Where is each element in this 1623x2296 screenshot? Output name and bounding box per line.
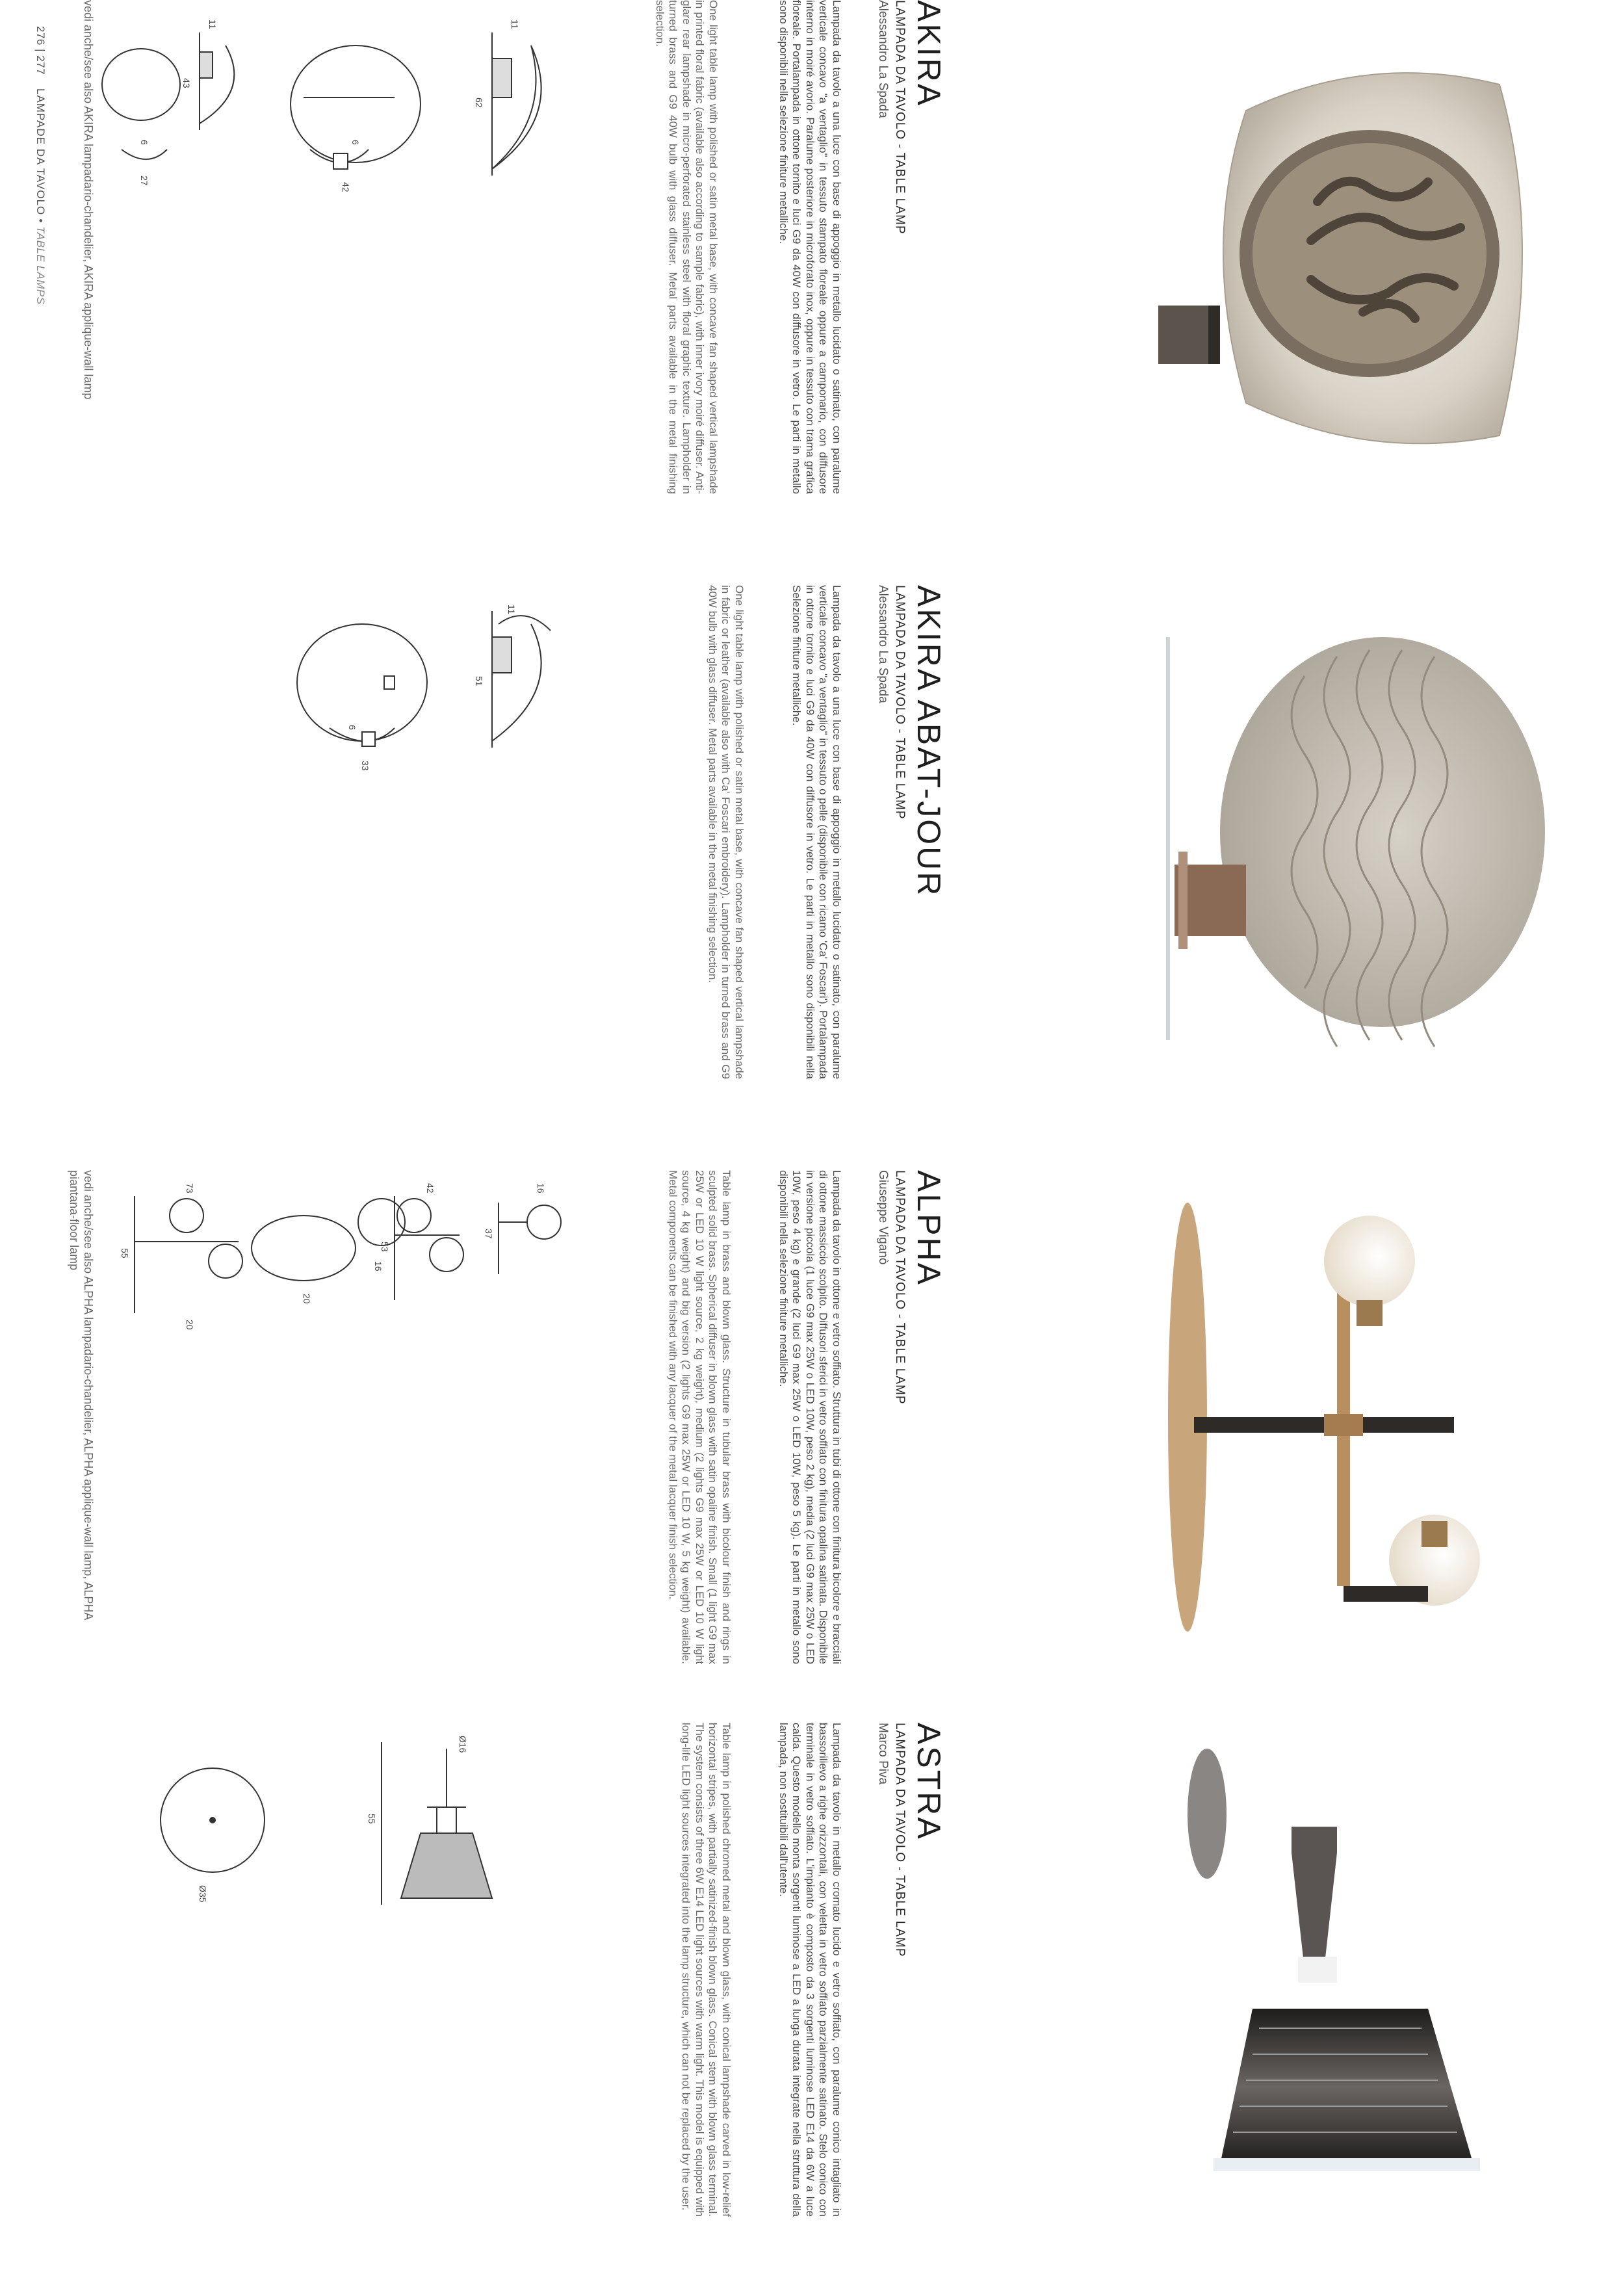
product-title: AKIRA: [911, 0, 947, 108]
product-title: AKIRA ABAT-JOUR: [911, 585, 947, 898]
dimension-label: 37: [484, 1229, 494, 1239]
dimension-label: 42: [425, 1183, 435, 1194]
see-also-note: vedi anche/see also ALPHA lampadario-chandelier, ALPHA applique-wall lamp, ALPHA piantana-floor lamp: [68, 1170, 95, 1620]
dimension-label: 11: [510, 20, 520, 29]
dimension-label: Ø35: [198, 1885, 208, 1903]
page-numbers: 276 | 277: [34, 26, 47, 75]
dimension-label: 11: [207, 20, 218, 29]
product-designer: Alessandro La Spada: [876, 585, 890, 703]
description-italian: Lampada da tavolo a una luce con base di appoggio in metallo lucidato o satinato, con paralume verticale concavo "a ventaglio" in tessuto o pelle (disponibile con ricamo 'Ca' Foscari'). Portalampada in ottone tornito e luci G9 da 40W con diffusore in vetro. Le parti in metallo sono disponibili nella Selezione finiture metalliche.: [790, 585, 843, 1079]
alpha-technical-drawings: [96, 1170, 590, 1729]
description-english: Table lamp in brass and blown glass. Structure in tubular brass with bicolour finish and rings in sculpted solid brass. Spherical diffuser in blown glass with satin opaline finish. Small (1 light G9 max 25W or LED 10 W light source, 2 kg weight), medium (2 lights G9 max 25W or LED 10 W light source, 4 kg weight) and big version (2 lights G9 max 25W or LED 10 W, 5 kg weight) available. Metal components can be finished with any lacquer of the metal lacquer finish selection.: [667, 1170, 733, 1664]
alpha-lamp-photo: [1155, 1183, 1584, 1651]
page-footer: [34, 26, 47, 305]
section-name: LAMPADE DA TAVOLO: [34, 88, 47, 216]
product-akira: [0, 0, 1623, 566]
section-separator: •: [34, 215, 47, 227]
description-italian: Lampada da tavolo a una luce con base di appoggio in metallo lucidato o satinato, con paralume verticale concavo "a ventaglio" in tessuto stampato floreale oppure a camponario, con diffusore interno in moiré avorio. Paralume posteriore in microforato inox, oppure in tessuto con trama grafica floreale. Portalampada in ottone tornito e luci G9 da 40W con diffusore in vetro. Le parti in metallo sono disponibili nella selezione finiture metalliche.: [777, 0, 843, 494]
astra-technical-drawings: [96, 1723, 590, 2282]
akira-abat-jour-technical-drawings: [96, 585, 590, 1144]
dimension-label: 27: [139, 176, 149, 186]
dimension-label: 11: [506, 605, 517, 614]
dimension-label: 55: [367, 1814, 377, 1824]
product-designer: Giuseppe Viganò: [876, 1170, 890, 1265]
product-designer: Marco Piva: [876, 1723, 890, 1785]
dimension-label: 62: [474, 98, 484, 108]
product-akira-abat-jour: [0, 585, 1623, 1151]
dimension-label: 51: [474, 676, 484, 686]
product-title: ASTRA: [911, 1723, 947, 1841]
dimension-label: 53: [380, 1242, 390, 1252]
product-designer: Alessandro La Spada: [876, 0, 890, 118]
alpha-heading: [876, 1170, 947, 1664]
description-italian: Lampada da tavolo in ottone e vetro soffiato. Struttura in tubi di ottone con finitura bicolore e bracciali di ottone massiccio scolpito. Diffusori sferici in vetro soffiato con finitura opalina satinata. Disponibile in versione piccola (1 luce G9 max 25W o LED 10W, peso 2 kg), media (2 luci G9 max 25W o LED 10W, peso 4 kg) e grande (2 luci G9 max 25W o LED 10W, peso 5 kg). Le parti in metallo sono disponibili nella selezione finiture metalliche.: [777, 1170, 843, 1664]
akira-lamp-photo: [1155, 13, 1584, 481]
dimension-label: 6: [347, 725, 357, 730]
description-english: One light table lamp with polished or satin metal base, with concave fan shaped vertical lampshade in fabric or leather (available also with Ca' Foscari embroidery). Lampholder in turned brass and G9 40W bulb with glass diffuser. Metal parts available in the metal finishing selection.: [707, 585, 746, 1079]
dimension-label: 6: [350, 140, 361, 145]
product-subtitle: LAMPADA DA TAVOLO - TABLE LAMP: [893, 1723, 907, 1957]
dimension-label: 20: [302, 1294, 312, 1304]
see-also-note: vedi anche/see also AKIRA lampadario-chandelier, AKIRA applique-wall lamp: [82, 0, 95, 400]
dimension-label: 16: [536, 1183, 546, 1194]
dimension-label: 6: [139, 140, 149, 145]
akira-abat-jour-heading: [876, 585, 947, 1079]
dimension-label: 55: [120, 1248, 130, 1259]
product-subtitle: LAMPADA DA TAVOLO - TABLE LAMP: [893, 585, 907, 820]
akira-abat-jour-photo: [1155, 598, 1584, 1066]
product-astra: [0, 1723, 1623, 2288]
description-english: Table lamp in polished chromed metal and blown glass, with conical lampshade carved in low-relief horizontal stripes, with partially satinized-finish blown glass. Conical stem with blown glass terminal. The system consists of three 6W E14 LED light sources with warm light. This model is equipped with long-life LED light sources integrated into the lamp structure, which can not be replaced by the user.: [680, 1723, 733, 2217]
product-title: ALPHA: [911, 1170, 947, 1286]
akira-heading: [876, 0, 947, 494]
dimension-label: 33: [360, 761, 370, 771]
astra-lamp-photo: [1155, 1736, 1584, 2204]
product-alpha: [0, 1170, 1623, 1736]
description-italian: Lampada da tavolo in metallo cromato lucido e vetro soffiato, con paralume conico intagliato in bassorilievo a righe orizzontali, con veletta in vetro soffiato parzialmente satinato. Stelo conico con terminale in vetro soffiato. L'impianto è composto da 3 sorgenti luminose LED E14 da 6W a luce calda. Questo modello monta sorgenti luminose a LED a lunga durata integrate nella struttura della lampada, non sostituibili dall'utente.: [777, 1723, 843, 2217]
dimension-label: Ø16: [458, 1736, 468, 1753]
dimension-label: 73: [185, 1183, 195, 1194]
astra-heading: [876, 1723, 947, 2217]
dimension-label: 16: [373, 1261, 383, 1272]
section-name-english: TABLE LAMPS: [34, 226, 47, 305]
akira-technical-drawings: [96, 0, 590, 559]
description-english: One light table lamp with polished or satin metal base, with concave fan shaped vertical lampshade in printed floral fabric (available also according to sample fabric), with inner ivory moiré diffuser. Anti-glare rear lampshade in micro-perforated stainless steel with floral graphic texture. Lampholder in turned brass and G9 40W bulb with glass diffuser. Metal parts available in the metal finishing selection.: [654, 0, 720, 494]
dimension-label: 20: [185, 1320, 195, 1330]
product-subtitle: LAMPADA DA TAVOLO - TABLE LAMP: [893, 0, 907, 235]
dimension-label: 42: [341, 182, 351, 192]
dimension-label: 43: [181, 78, 192, 88]
product-subtitle: LAMPADA DA TAVOLO - TABLE LAMP: [893, 1170, 907, 1405]
